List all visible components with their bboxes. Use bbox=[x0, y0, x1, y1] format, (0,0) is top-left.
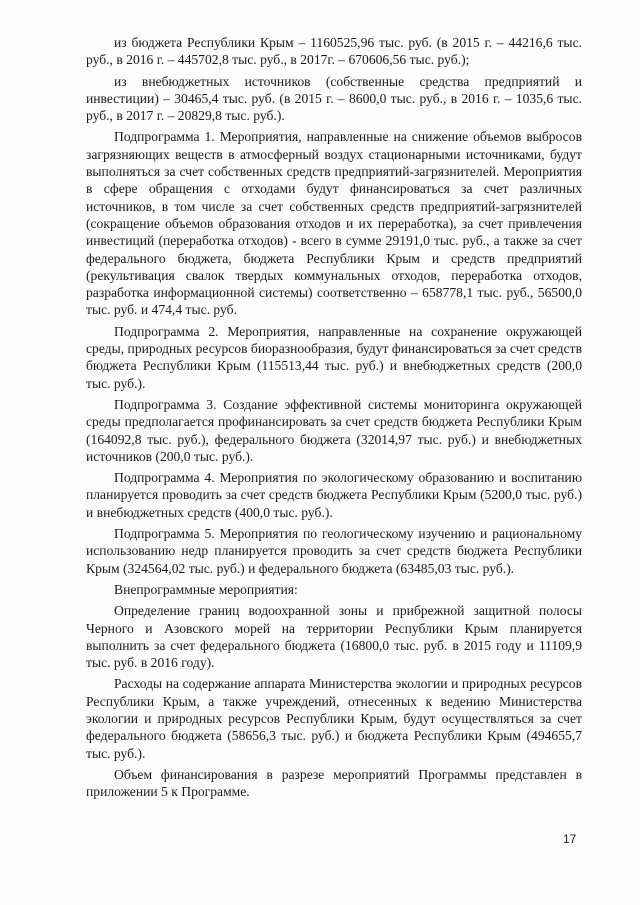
paragraph-extrabudgetary: из внебюджетных источников (собственные средства предприятий и инвестиции) – 30465,4 тыс. руб. (в 2015 г. – 8600,0 тыс. руб., в 2016 г. – 1035,6 тыс. руб., в 2017 г. – 20829,8 тыс. руб.). bbox=[86, 73, 582, 124]
paragraph-subprogram-2: Подпрограмма 2. Мероприятия, направленные на сохранение окружающей среды, природных ресурсов биоразнообразия, будут финансироваться за счет средств бюджета Республики Крым (115513,44 тыс. руб.) и внебюджетных средств (200,0 тыс. руб.). bbox=[86, 323, 582, 391]
paragraph-subprogram-3: Подпрограмма 3. Создание эффективной системы мониторинга окружающей среды предполагается профинансировать за счет средств бюджета Республики Крым (164092,8 тыс. руб.), федерального бюджета (32014,97 тыс. руб.) и внебюджетных источников (200,0 тыс. руб.). bbox=[86, 396, 582, 464]
paragraph-ministry-expenses: Расходы на содержание аппарата Министерства экологии и природных ресурсов Республики Крым, а также учреждений, отнесенных к ведению Министерства экологии и природных ресурсов Республики Крым, будут осуществляться за счет федерального бюджета (58656,3 тыс. руб.) и бюджета Республики Крым (494655,7 тыс. руб.). bbox=[86, 676, 582, 761]
paragraph-subprogram-1: Подпрограмма 1. Мероприятия, направленные на снижение объемов выбросов загрязняющих веществ в атмосферный воздух стационарными источниками, будут выполняться за счет собственных средств предприятий-загрязнителей. Мероприятия в сфере обращения с отходами будут финансироваться за счет различных источников, в том числе за счет собственных средств предприятий-загрязнителей (сокращение объемов образования отходов и их переработка), за счет привлечения инвестиций (переработка отходов) - всего в сумме 29191,0 тыс. руб., а также за счет федерального бюджета, бюджета Республики Крым и средств предприятий (рекультивация свалок твердых коммунальных отходов, переработка отходов, разработка информационной системы) соответственно – 658778,1 тыс. руб., 56500,0 тыс. руб. и 474,4 тыс. руб. bbox=[86, 129, 582, 318]
paragraph-subprogram-5: Подпрограмма 5. Мероприятия по геологическому изучению и рациональному использованию недр планируется проводить за счет средств бюджета Республики Крым (324564,02 тыс. руб.) и федерального бюджета (63485,03 тыс. руб.). bbox=[86, 526, 582, 576]
paragraph-regional-budget: из бюджета Республики Крым – 1160525,96 тыс. руб. (в 2015 г. – 44216,6 тыс. руб., в 2016 г. – 445702,8 тыс. руб., в 2017г. – 670606,56 тыс. руб.); bbox=[86, 35, 582, 68]
paragraph-non-program-heading: Внепрограммные мероприятия: bbox=[114, 581, 298, 597]
paragraph-water-protection-zone: Определение границ водоохранной зоны и прибрежной защитной полосы Черного и Азовского морей на территории Республики Крым планируется выполнить за счет федерального бюджета (16800,0 тыс. руб. в 2015 году и 11109,9 тыс. руб. в 2016 году). bbox=[86, 603, 582, 671]
document-body bbox=[86, 34, 582, 804]
page-number: 17 bbox=[563, 832, 577, 846]
paragraph-subprogram-4: Подпрограмма 4. Мероприятия по экологическому образованию и воспитанию планируется проводить за счет средств бюджета Республики Крым (5200,0 тыс. руб.) и внебюджетных средств (400,0 тыс. руб.). bbox=[86, 470, 582, 520]
paragraph-financing-appendix: Объем финансирования в разрезе мероприятий Программы представлен в приложении 5 к Программе. bbox=[86, 766, 582, 800]
